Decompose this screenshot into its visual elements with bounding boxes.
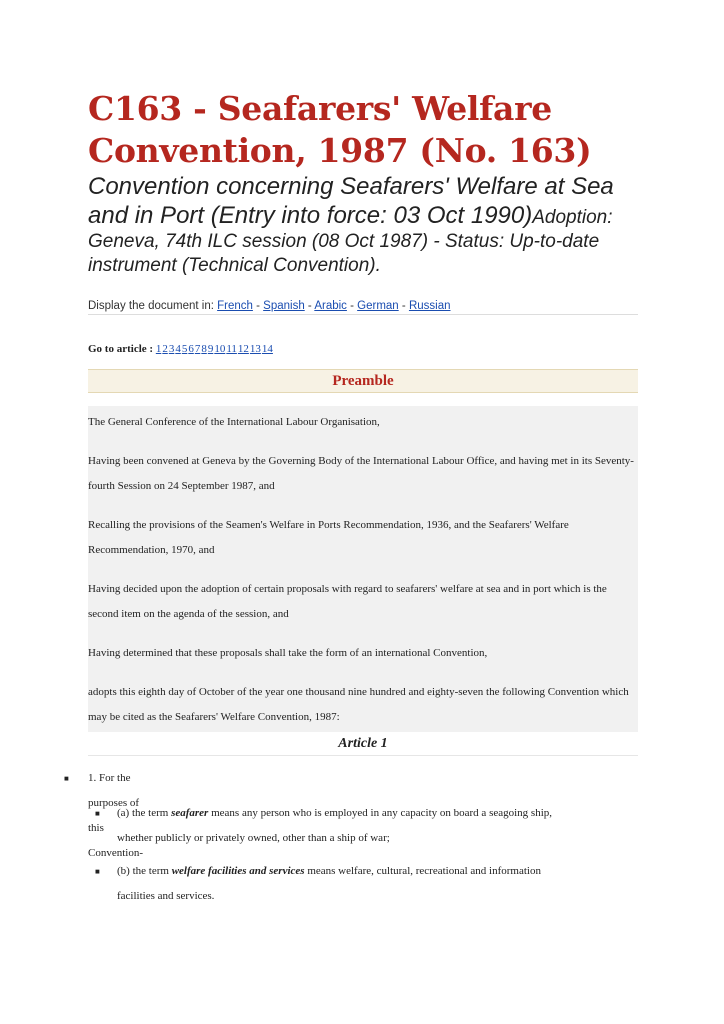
subtitle-adoption: Adoption: Geneva, 74th ILC session (08 Oct 1987) - Status: Up-to-date instrument (Technical Convention). <box>88 207 613 276</box>
display-label: Display the document in: <box>88 300 218 312</box>
bullet-icon: ■ <box>95 809 100 818</box>
article-link-2[interactable]: 2 <box>162 343 168 355</box>
article-link-14[interactable]: 14 <box>261 343 273 355</box>
preamble-body <box>88 406 638 732</box>
language-link-spanish[interactable]: Spanish <box>263 300 305 312</box>
subtitle-main: Convention concerning Seafarers' Welfare at Sea and in Port (Entry into force: 03 Oct 1990) <box>88 173 614 229</box>
preamble-paragraph: adopts this eighth day of October of the year one thousand nine hundred and eighty-seven the following Convention which may be cited as the Seafarers' Welfare Convention, 1987: <box>88 686 629 723</box>
article-link-5[interactable]: 5 <box>181 343 188 355</box>
goto-label: Go to article : <box>88 343 156 355</box>
bullet-icon: ■ <box>64 774 69 783</box>
article-link-13[interactable]: 13 <box>249 343 261 355</box>
preamble-paragraph: Having decided upon the adoption of certain proposals with regard to seafarers' welfare at sea and in port which is the second item on the agenda of the session, and <box>88 583 607 620</box>
separator: - <box>398 300 409 312</box>
item-b-definition: means welfare, cultural, recreational and information <box>304 865 541 877</box>
bullet-icon: ■ <box>95 867 100 876</box>
article-link-8[interactable]: 8 <box>201 343 207 355</box>
article-1-item-1: 1. For the purposes of this Convention- <box>88 772 143 859</box>
term-welfare-facilities: welfare facilities and services <box>171 865 305 877</box>
display-languages <box>88 300 638 315</box>
item-a-prefix: (a) the term <box>117 807 172 819</box>
goto-article-nav <box>88 343 638 355</box>
language-link-russian[interactable]: Russian <box>408 300 451 312</box>
item-b-definition-cont: facilities and services. <box>117 890 215 902</box>
article-1-item-b <box>117 859 637 909</box>
separator: - <box>252 300 264 312</box>
separator: - <box>304 300 315 312</box>
article-link-10[interactable]: 10 <box>214 343 226 355</box>
preamble-paragraph: Having been convened at Geneva by the Governing Body of the International Labour Office, and having met in its Seventy-fourth Session on 24 September 1987, and <box>88 455 634 492</box>
article-link-4[interactable]: 4 <box>175 343 181 355</box>
page-title: C163 - Seafarers' Welfare Convention, 1987 (No. 163) <box>88 89 592 170</box>
article-link-1[interactable]: 1 <box>155 343 162 355</box>
term-seafarer: seafarer <box>171 807 209 819</box>
language-link-german[interactable]: German <box>357 300 399 312</box>
preamble-paragraph: The General Conference of the International Labour Organisation, <box>88 416 380 428</box>
preamble-paragraph: Having determined that these proposals shall take the form of an international Convention, <box>88 647 488 659</box>
item-a-definition: means any person who is employed in any capacity on board a seagoing ship, <box>208 807 553 819</box>
item-a-definition-cont: whether publicly or privately owned, other than a ship of war; <box>117 832 390 844</box>
article-link-7[interactable]: 7 <box>194 343 201 355</box>
language-link-arabic[interactable]: Arabic <box>314 300 347 312</box>
separator: - <box>346 300 358 312</box>
article-link-6[interactable]: 6 <box>188 343 194 355</box>
item-b-prefix: (b) the term <box>117 865 172 877</box>
article-link-11[interactable]: 11 <box>226 343 237 355</box>
article-1-heading: Article 1 <box>88 736 638 756</box>
preamble-heading: Preamble <box>88 369 638 393</box>
article-link-3[interactable]: 3 <box>168 343 175 355</box>
article-1-item-a <box>117 801 637 851</box>
document-page <box>88 88 638 756</box>
preamble-paragraph: Recalling the provisions of the Seamen's Welfare in Ports Recommendation, 1936, and the Seafarers' Welfare Recommendation, 1970, and <box>88 519 569 556</box>
subtitle <box>88 172 638 278</box>
article-link-9[interactable]: 9 <box>207 343 214 355</box>
language-link-french[interactable]: French <box>217 300 253 312</box>
article-link-12[interactable]: 12 <box>237 343 249 355</box>
article-links <box>156 343 274 355</box>
